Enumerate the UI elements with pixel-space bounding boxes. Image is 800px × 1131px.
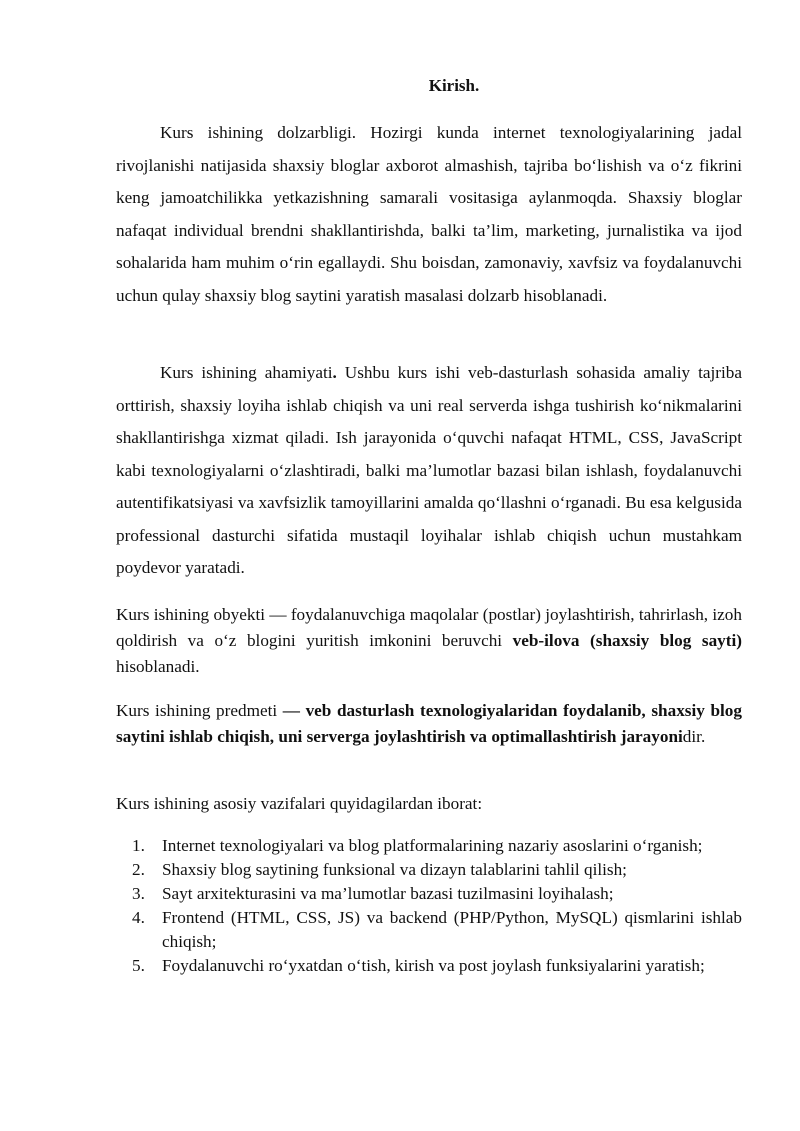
- list-item-number: 2.: [132, 860, 145, 879]
- relevance-lead: Kurs ishining dolzarbligi.: [160, 123, 357, 142]
- importance-dot: .: [332, 363, 337, 382]
- paragraph-object: [116, 602, 742, 680]
- list-item-number: 5.: [132, 956, 145, 975]
- tasks-list: [116, 834, 742, 978]
- list-item: [116, 858, 742, 882]
- list-item: [116, 882, 742, 906]
- importance-lead: Kurs ishining ahamiyati: [160, 363, 333, 382]
- list-item-text: Frontend (HTML, CSS, JS) va backend (PHP/Python, MySQL) qismlarini ishlab chiqish;: [162, 908, 742, 951]
- page-title: Kirish.: [428, 76, 480, 95]
- list-item: [116, 906, 742, 954]
- tasks-intro-text: Kurs ishining asosiy vazifalari quyidagilardan iborat:: [116, 794, 483, 813]
- relevance-text: Hozirgi kunda internet texnologiyalarining jadal rivojlanishi natijasida shaxsiy bloglar axborot almashish, tajriba bo‘lishish va o‘z fikrini keng jamoatchilikka yetkazishning samarali vositasiga aylanmoqda. Shaxsiy bloglar nafaqat individual brendni shakllantirishda, balki ta’lim, marketing, jurnalistika va ijod sohalarida ham muhim o‘rin egallaydi. Shu boisdan, zamonaviy, xavfsiz va foydalanuvchi uchun qulay shaxsiy blog saytini yaratish masalasi dolzarb hisoblanadi.: [116, 123, 742, 305]
- list-item-number: 4.: [132, 908, 145, 927]
- subject-text: Kurs ishining predmeti: [116, 701, 283, 720]
- list-item: [116, 954, 742, 978]
- importance-text: Ushbu kurs ishi veb-dasturlash sohasida amaliy tajriba orttirish, shaxsiy loyiha ishlab chiqish va uni real serverda ishga tushirish ko‘nikmalarini shakllantirishga xizmat qiladi. Ish jarayonida o‘quvchi nafaqat HTML, CSS, JavaScript kabi texnologiyalarni o‘zlashtiradi, balki ma’lumotlar bazasi bilan ishlash, foydalanuvchi autentifikatsiyasi va xavfsizlik tamoyillarini amalda qo‘llashni o‘rganadi. Bu esa kelgusida professional dasturchi sifatida mustaqil loyihalar ishlab chiqish uchun mustahkam poydevor yaratadi.: [116, 363, 742, 577]
- list-item-number: 1.: [132, 836, 145, 855]
- paragraph-relevance: [116, 117, 742, 312]
- list-item-text: Sayt arxitekturasini va ma’lumotlar bazasi tuzilmasini loyihalash;: [162, 884, 614, 903]
- object-text: Kurs ishining obyekti — foydalanuvchiga maqolalar (postlar) joylashtirish, tahrirlash, izoh qoldirish va o‘z blogini yuritish imkonini beruvchi: [116, 605, 742, 650]
- paragraph-subject: [116, 698, 742, 750]
- object-bold: veb-ilova (shaxsiy blog sayti): [512, 631, 742, 650]
- subject-end: dir.: [682, 727, 706, 746]
- list-item-text: Shaxsiy blog saytining funksional va dizayn talablarini tahlil qilish;: [162, 860, 627, 879]
- object-end: hisoblanadi.: [116, 657, 200, 676]
- list-item: [116, 834, 742, 858]
- paragraph-tasks-intro: [116, 791, 742, 817]
- paragraph-importance: [116, 357, 742, 585]
- list-item-text: Foydalanuvchi ro‘yxatdan o‘tish, kirish va post joylash funksiyalarini yaratish;: [162, 956, 705, 975]
- list-item-number: 3.: [132, 884, 145, 903]
- list-item-text: Internet texnologiyalari va blog platformalarining nazariy asoslarini o‘rganish;: [162, 836, 703, 855]
- subject-bold: — veb dasturlash texnologiyalaridan foydalanib, shaxsiy blog saytini ishlab chiqish, uni serverga joylashtirish va optimallashtirish jarayoni: [116, 701, 742, 746]
